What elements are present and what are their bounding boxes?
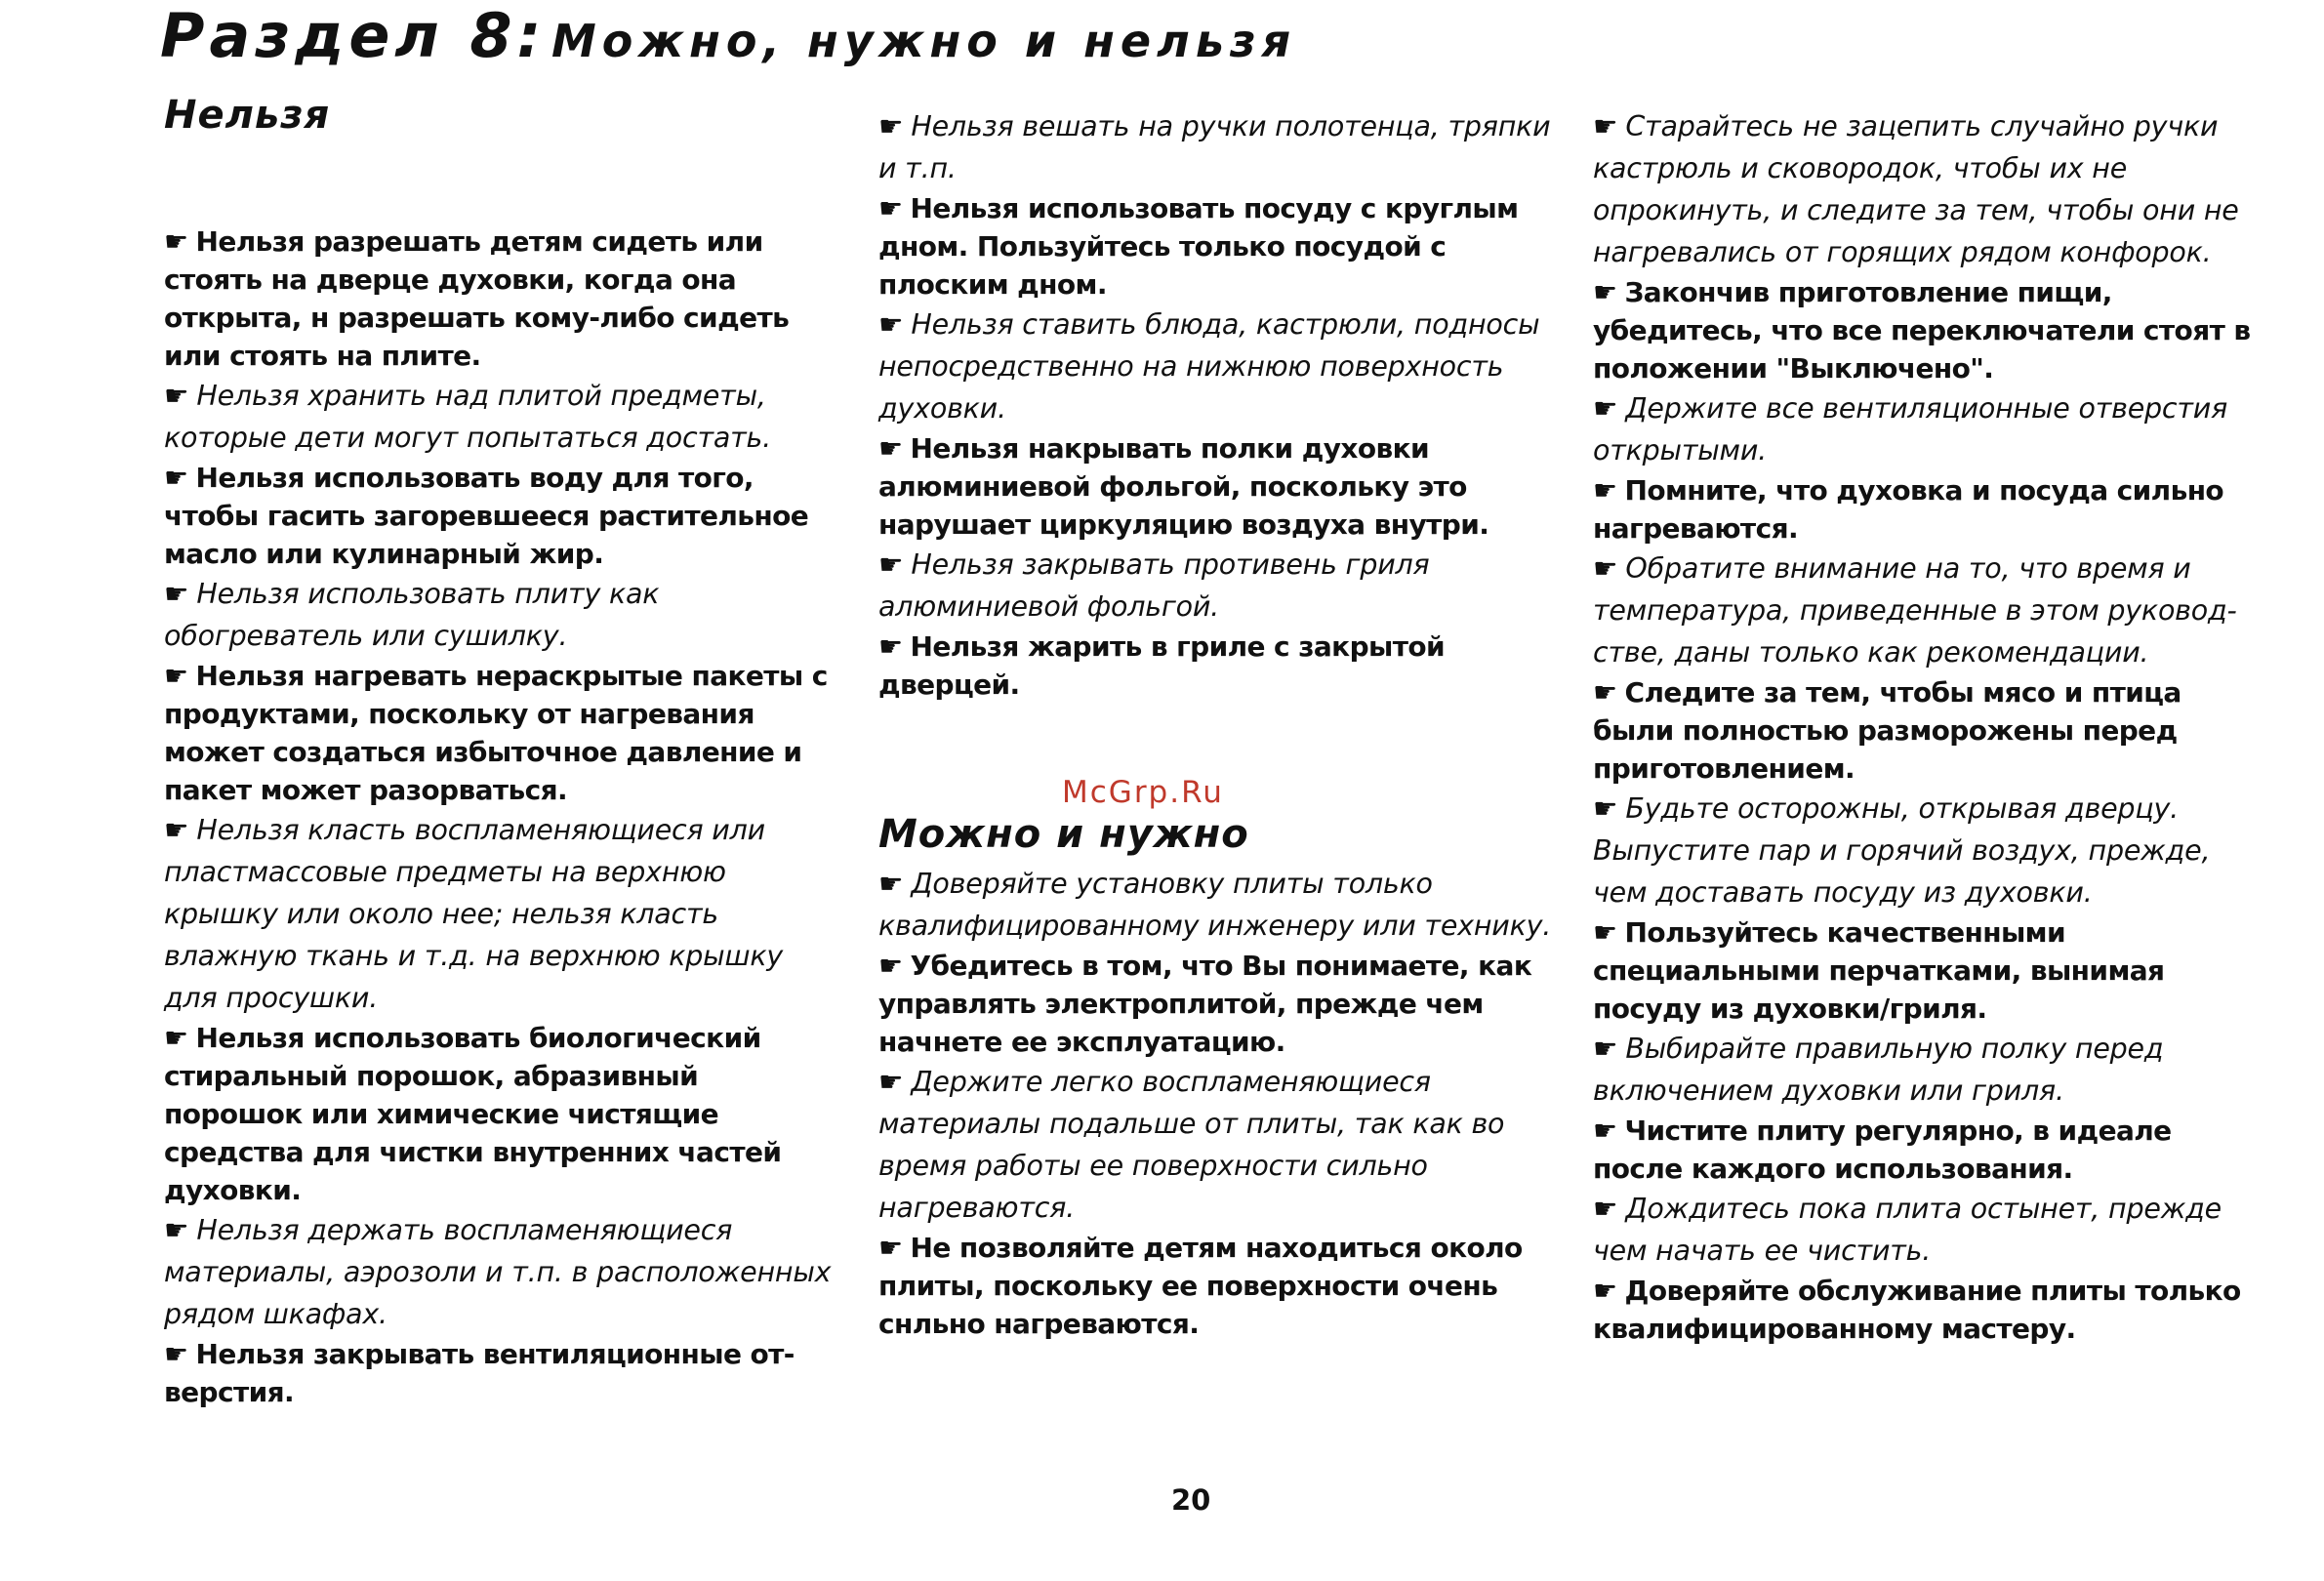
list-mozhno-i-nuzhno xyxy=(878,863,1552,1343)
list-item xyxy=(1593,1112,2266,1188)
pointing-hand-icon: ☛ xyxy=(164,1338,188,1370)
list-item xyxy=(878,544,1552,628)
list-item xyxy=(1593,105,2266,273)
page-number: 20 xyxy=(1171,1483,1211,1517)
list-item-text: Нельзя класть воспламеняющиеся или пластмассовые предметы на верхнюю крышку или около нее; нельзя класть влажную ткань и т.д. на верхнюю крышку для просушки. xyxy=(164,814,784,1014)
list-item xyxy=(1593,913,2266,1028)
list-item-text: Нельзя использовать воду для того, чтобы гасить загоревшееся растительное масло или кулинарный жир. xyxy=(164,462,809,570)
list-item xyxy=(1593,273,2266,387)
list-item-text: Дождитесь пока плита остынет, прежде чем начать ее чистить. xyxy=(1593,1193,2222,1267)
pointing-hand-icon: ☛ xyxy=(878,868,904,900)
list-item-text: Не позволяйте детям находиться около плиты, поскольку ее поверхности очень снльно нагреваются. xyxy=(878,1232,1523,1340)
pointing-hand-icon: ☛ xyxy=(1593,392,1618,425)
list-item-text: Выбирайте правильную полку перед включением духовки или гриля. xyxy=(1593,1033,2164,1107)
list-item xyxy=(1593,1272,2266,1348)
pointing-hand-icon: ☛ xyxy=(1593,474,1617,507)
section-label: Раздел 8: xyxy=(160,0,547,71)
list-mozhno-i-nuzhno-continued xyxy=(1593,105,2266,1348)
pointing-hand-icon: ☛ xyxy=(878,308,904,341)
list-item-text: Нельзя хранить над плитой предметы, которые дети могут попытаться достать. xyxy=(164,380,772,454)
heading-mozhno-i-nuzhno: Можно и нужно xyxy=(878,812,1249,857)
pointing-hand-icon: ☛ xyxy=(1593,792,1618,825)
pointing-hand-icon: ☛ xyxy=(878,432,903,465)
pointing-hand-icon: ☛ xyxy=(1593,552,1618,585)
list-item xyxy=(164,1335,837,1411)
list-item-text: Нельзя закрывать вентиляционные от-верстия. xyxy=(164,1338,795,1408)
list-item-text: Держите все вентиляционные отверстия открытыми. xyxy=(1593,392,2228,466)
pointing-hand-icon: ☛ xyxy=(164,1022,188,1054)
watermark: McGrp.Ru xyxy=(1062,775,1224,810)
pointing-hand-icon: ☛ xyxy=(1593,1115,1617,1147)
list-item xyxy=(164,1209,837,1335)
pointing-hand-icon: ☛ xyxy=(164,380,189,412)
list-item xyxy=(878,429,1552,544)
pointing-hand-icon: ☛ xyxy=(878,110,904,142)
list-item xyxy=(878,1061,1552,1229)
pointing-hand-icon: ☛ xyxy=(1593,276,1617,308)
pointing-hand-icon: ☛ xyxy=(878,548,904,581)
list-item-text: Нельзя использовать биологический стиральный порошок, абразивный порошок или химические чистящие средства для чистки внутренних частей духовки. xyxy=(164,1022,782,1206)
list-item xyxy=(164,223,837,375)
list-item xyxy=(1593,387,2266,471)
pointing-hand-icon: ☛ xyxy=(1593,1275,1617,1307)
section-heading: Можно, нужно и нельзя xyxy=(550,15,1297,67)
heading-nelzya: Нельзя xyxy=(164,93,331,138)
list-item-text: Следите за тем, чтобы мясо и птица были полностью разморожены перед приготовлением. xyxy=(1593,676,2181,785)
list-item-text: Нельзя нагревать нераскрытые пакеты с продуктами, поскольку от нагревания может создаться избыточное давление и пакет может разорваться. xyxy=(164,660,828,806)
list-item-text: Нельзя жарить в гриле с закрытой дверцей. xyxy=(878,630,1446,701)
list-item xyxy=(1593,1188,2266,1272)
list-item-text: Убедитесь в том, что Вы понимаете, как управлять электроплитой, прежде чем начнете ее эксплуатацию. xyxy=(878,950,1532,1058)
pointing-hand-icon: ☛ xyxy=(1593,676,1617,709)
pointing-hand-icon: ☛ xyxy=(164,462,188,494)
list-item-text: Доверяйте установку плиты только квалифицированному инженеру или технику. xyxy=(878,868,1552,942)
pointing-hand-icon: ☛ xyxy=(878,950,903,982)
list-item xyxy=(878,947,1552,1061)
pointing-hand-icon: ☛ xyxy=(1593,110,1618,142)
pointing-hand-icon: ☛ xyxy=(1593,1033,1618,1065)
list-item-text: Нельзя разрешать детям сидеть или стоять на дверце духовки, когда она открыта, н разрешать кому-либо сидеть или стоять на плите. xyxy=(164,225,790,372)
list-item-text: Держите легко воспламеняющиеся материалы подальше от плиты, так как во время работы ее поверхности сильно нагреваются. xyxy=(878,1066,1505,1224)
list-item-text: Нельзя использовать посуду с круглым дном. Пользуйтесь только посудой с плоским дном. xyxy=(878,192,1519,301)
list-item xyxy=(164,573,837,657)
list-item-text: Нельзя вешать на ручки полотенца, тряпки и т.п. xyxy=(878,110,1551,184)
list-item-text: Обратите внимание на то, что время и температура, приведенные в этом руковод-стве, даны только как рекомендации. xyxy=(1593,552,2237,669)
list-item xyxy=(878,189,1552,304)
list-item-text: Нельзя держать воспламеняющиеся материалы, аэрозоли и т.п. в расположенных рядом шкафах. xyxy=(164,1214,832,1330)
list-item xyxy=(1593,673,2266,788)
list-item xyxy=(878,628,1552,704)
list-item xyxy=(1593,471,2266,547)
pointing-hand-icon: ☛ xyxy=(164,660,188,692)
list-item xyxy=(1593,788,2266,913)
list-item-text: Нельзя использовать плиту как обогреватель или сушилку. xyxy=(164,578,660,652)
pointing-hand-icon: ☛ xyxy=(878,192,903,224)
section-title xyxy=(160,0,1296,71)
list-item xyxy=(164,459,837,573)
list-item xyxy=(164,1019,837,1209)
list-item xyxy=(1593,1028,2266,1112)
pointing-hand-icon: ☛ xyxy=(1593,1193,1618,1225)
list-item-text: Доверяйте обслуживание плиты только квалифицированному мастеру. xyxy=(1593,1275,2241,1345)
list-nelzya xyxy=(164,223,837,1411)
pointing-hand-icon: ☛ xyxy=(164,1214,189,1246)
pointing-hand-icon: ☛ xyxy=(878,1066,904,1098)
pointing-hand-icon: ☛ xyxy=(1593,916,1617,949)
pointing-hand-icon: ☛ xyxy=(878,630,903,663)
list-item xyxy=(164,375,837,459)
list-item-text: Старайтесь не зацепить случайно ручки кастрюль и сковородок, чтобы их не опрокинуть, и следите за тем, чтобы они не нагревались от горящих рядом конфорок. xyxy=(1593,110,2239,268)
list-item-text: Помните, что духовка и посуда сильно нагреваются. xyxy=(1593,474,2224,545)
list-item-text: Нельзя ставить блюда, кастрюли, подносы непосредственно на нижнюю поверхность духовки. xyxy=(878,308,1540,425)
list-item-text: Нельзя накрывать полки духовки алюминиевой фольгой, поскольку это нарушает циркуляцию воздуха внутри. xyxy=(878,432,1489,541)
list-item xyxy=(878,304,1552,429)
list-item xyxy=(1593,547,2266,673)
list-item-text: Будьте осторожны, открывая дверцу. Выпустите пар и горячий воздух, прежде, чем доставать посуду из духовки. xyxy=(1593,792,2211,909)
list-item xyxy=(878,105,1552,189)
list-item-text: Пользуйтесь качественными специальными перчатками, вынимая посуду из духовки/гриля. xyxy=(1593,916,2165,1025)
list-item xyxy=(878,863,1552,947)
pointing-hand-icon: ☛ xyxy=(164,578,189,610)
list-item-text: Чистите плиту регулярно, в идеале после каждого использования. xyxy=(1593,1115,2172,1185)
pointing-hand-icon: ☛ xyxy=(164,225,188,258)
list-item-text: Закончив приготовление пищи, убедитесь, что все переключатели стоят в положении "Выключено". xyxy=(1593,276,2251,385)
list-item xyxy=(878,1229,1552,1343)
list-nelzya-continued xyxy=(878,105,1552,704)
list-item xyxy=(164,809,837,1019)
list-item xyxy=(164,657,837,809)
pointing-hand-icon: ☛ xyxy=(878,1232,903,1264)
pointing-hand-icon: ☛ xyxy=(164,814,189,846)
list-item-text: Нельзя закрывать противень гриля алюминиевой фольгой. xyxy=(878,548,1430,623)
